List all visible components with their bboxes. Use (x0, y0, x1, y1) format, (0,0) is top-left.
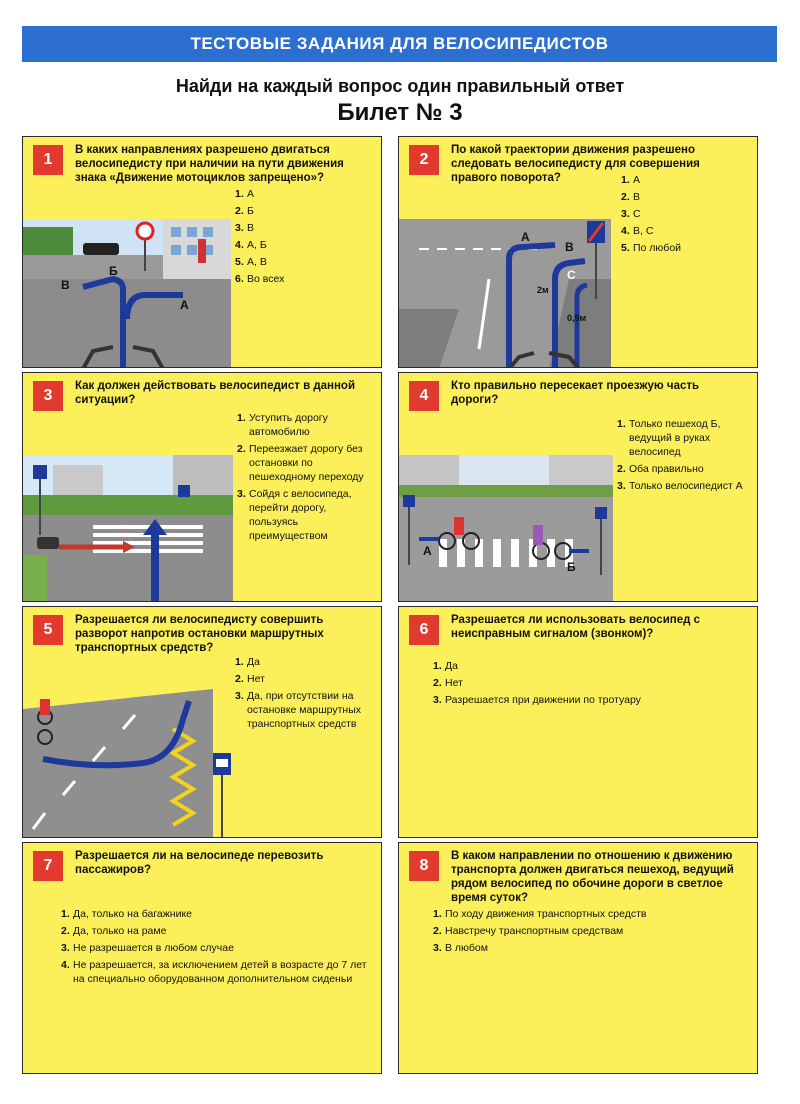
answer-list (237, 411, 377, 546)
answer-list (617, 417, 753, 496)
answer-list (433, 659, 743, 710)
question-number: 6 (409, 615, 439, 645)
question-number: 4 (409, 381, 439, 411)
distance-label-1: 2м (537, 285, 549, 295)
question-number: 8 (409, 851, 439, 881)
answer-option[interactable]: 2. Оба правильно (617, 463, 704, 475)
answer-option[interactable]: 5. А, В (235, 256, 267, 268)
answer-option[interactable]: 3. В (235, 222, 255, 234)
page-subtitle: Найди на каждый вопрос один правильный ответ (175, 76, 625, 96)
answer-option[interactable]: 3. С (621, 208, 641, 220)
scene-illustration (23, 455, 233, 602)
label-a: А (521, 230, 530, 244)
answer-option[interactable]: 4. А, Б (235, 239, 267, 251)
question-card-1 (22, 136, 382, 368)
scene-illustration (23, 689, 233, 838)
answer-option[interactable]: 6. Во всех (235, 273, 285, 285)
label-a: А (180, 298, 189, 312)
answer-option[interactable]: 1. Только пешеход Б, ведущий в руках велосипед (617, 418, 721, 458)
answer-option[interactable]: 3. Только велосипедист А (617, 480, 743, 492)
answer-option[interactable]: 1. А (235, 188, 255, 200)
question-number: 7 (33, 851, 63, 881)
answer-list (433, 907, 745, 958)
scene-illustration (399, 219, 611, 368)
question-card-7 (22, 842, 382, 1074)
answer-list (235, 187, 375, 289)
answer-option[interactable]: 3. Разрешается при движении по тротуару (433, 694, 641, 706)
label-b: Б (109, 264, 118, 278)
question-card-3 (22, 372, 382, 602)
answer-option[interactable]: 2. Нет (433, 677, 463, 689)
answer-option[interactable]: 2. Переезжает дорогу без остановки по пешеходному переходу (237, 443, 364, 483)
answer-option[interactable]: 1. Уступить дорогу автомобилю (237, 412, 328, 438)
label-b: В (565, 240, 574, 254)
answer-option[interactable]: 1. Да (433, 660, 458, 672)
question-card-5 (22, 606, 382, 838)
answer-option[interactable]: 2. В (621, 191, 641, 203)
answer-option[interactable]: 1. Да, только на багажнике (61, 908, 192, 920)
label-a: А (423, 544, 432, 558)
question-card-2 (398, 136, 758, 368)
question-text: Разрешается ли велосипедисту совершить разворот напротив остановки маршрутных транспортных средств? (75, 614, 324, 654)
question-number: 1 (33, 145, 63, 175)
answer-list (61, 907, 373, 989)
question-card-8 (398, 842, 758, 1074)
question-number: 5 (33, 615, 63, 645)
answer-list (621, 173, 751, 258)
distance-label-2: 0,9м (567, 313, 587, 323)
question-text: По какой траектории движения разрешено следовать велосипедисту для совершения правого поворота? (451, 144, 700, 184)
question-card-6 (398, 606, 758, 838)
answer-option[interactable]: 4. В, С (621, 225, 654, 237)
answer-option[interactable]: 2. Да, только на раме (61, 925, 167, 937)
answer-option[interactable]: 1. А (621, 174, 641, 186)
question-text: В каких направлениях разрешено двигаться велосипедисту при наличии на пути движения знака «Движение мотоциклов запрещено»? (75, 144, 344, 184)
answer-option[interactable]: 3. В любом (433, 942, 488, 954)
question-number: 2 (409, 145, 439, 175)
answer-option[interactable]: 5. По любой (621, 242, 682, 254)
question-text: Разрешается ли использовать велосипед с неисправным сигналом (звонком)? (451, 614, 700, 640)
question-text: В каком направлении по отношению к движению транспорта должен двигаться пешеход, ведущий рядом велосипед по обочине дороги в светлое время суток? (451, 850, 734, 904)
answer-option[interactable]: 2. Нет (235, 673, 265, 685)
answer-option[interactable]: 3. Не разрешается в любом случае (61, 942, 234, 954)
answer-option[interactable]: 4. Не разрешается, за исключением детей в возрасте до 7 лет на специально оборудованном дополнительном сиденьи (61, 959, 367, 985)
label-c: В (61, 278, 70, 292)
question-text: Кто правильно пересекает проезжую часть дороги? (451, 380, 700, 406)
answer-option[interactable]: 3. Да, при отсутствии на остановке маршрутных транспортных средств (235, 690, 362, 730)
question-card-4 (398, 372, 758, 602)
answer-option[interactable]: 2. Навстречу транспортным средствам (433, 925, 624, 937)
label-c: С (567, 268, 576, 282)
question-text: Разрешается ли на велосипеде перевозить пассажиров? (75, 850, 324, 876)
ticket-title: Билет № 3 (337, 99, 463, 126)
answer-option[interactable]: 1. Да (235, 656, 260, 668)
question-text: Как должен действовать велосипедист в данной ситуации? (75, 380, 356, 406)
scene-illustration (23, 219, 231, 368)
label-b: Б (567, 560, 576, 574)
answer-option[interactable]: 2. Б (235, 205, 254, 217)
answer-list (235, 655, 377, 734)
question-number: 3 (33, 381, 63, 411)
page-banner: ТЕСТОВЫЕ ЗАДАНИЯ ДЛЯ ВЕЛОСИПЕДИСТОВ (22, 26, 777, 62)
answer-option[interactable]: 1. По ходу движения транспортных средств (433, 908, 647, 920)
scene-illustration (399, 455, 613, 602)
answer-option[interactable]: 3. Сойдя с велосипеда, перейти дорогу, пользуясь преимуществом (237, 488, 352, 542)
